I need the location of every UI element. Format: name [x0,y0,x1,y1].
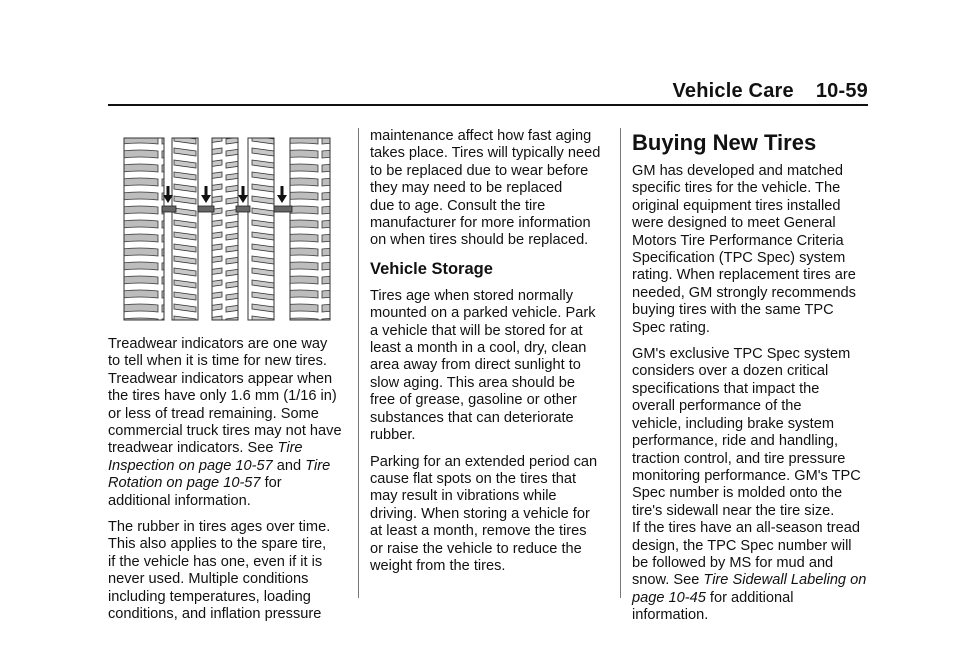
link-tire-rotation[interactable]: Tire [305,457,331,474]
tread-rib [212,138,238,320]
column-divider [620,128,621,598]
page-number: 10-59 [815,80,868,102]
tread-wear-illustration [120,134,344,324]
link-tire-sidewall-labeling[interactable]: page 10-45 [632,589,706,606]
paragraph: Treadwear indicators are one way to tell when it is time for new tires. Treadwear indicators appear when the tires have only 1.6 mm (1/16 in) or less of tread remaining. Some commercial truck tires may not have treadwear indicators. See Tire Inspection on page 10-57 and Tire Rotation on page 10-57 for additional information. [108,336,342,509]
section-title: Vehicle Care [672,80,794,102]
page-header [672,80,868,103]
paragraph: GM has developed and matched specific tires for the vehicle. The original equipment tires installed were designed to meet General Motors Tire Performance Criteria Specification (TPC Spec) system rating. When replacement tires are needed, GM strongly recommends buying tires with the same TPC Spec rating. [632,163,856,336]
paragraph: The rubber in tires ages over time. This also applies to the spare tire, if the vehicle has one, even if it is never used. Multiple conditions including temperatures, loading conditions, and inflation pressure [108,519,331,623]
tread-rib [248,138,274,320]
paragraph: Tires age when stored normally mounted on a parked vehicle. Park a vehicle that will be stored for at least a month in a cool, dry, clean area away from direct sunlight to slow aging. This area should be free of grease, gasoline or other substances that can deteriorate rubber. [370,287,596,444]
tread-rib [124,138,164,320]
column-divider [358,128,359,598]
paragraph: maintenance affect how fast aging takes place. Tires will typically need to be replaced due to wear before they may need to be replaced due to age. Consult the tire manufacturer for more information on when tires should be replaced. [370,128,601,249]
link-tire-sidewall-labeling[interactable]: Tire Sidewall Labeling on [703,572,867,589]
column-1 [108,128,348,633]
column-3 [632,128,870,634]
link-tire-rotation[interactable]: Rotation on page 10-57 [108,475,261,492]
link-tire-inspection[interactable]: Inspection on page 10-57 [108,457,273,474]
tread-rib [172,138,198,320]
column-2 [370,128,606,584]
link-tire-inspection[interactable]: Tire [277,440,303,457]
heading-vehicle-storage: Vehicle Storage [370,259,493,278]
tread-rib [290,138,330,320]
heading-buying-new-tires: Buying New Tires [632,130,817,155]
paragraph: GM's exclusive TPC Spec system considers over a dozen critical specifications that impact the overall performance of the vehicle, including brake system performance, ride and handling, traction control, and tire pressure monitoring performance. GM's TPC Spec number is molded onto the tire's sidewall near the tire size. If the tires have an all-season tread design, the TPC Spec number will be followed by MS for mud and snow. See Tire Sidewall Labeling on page 10-45 for additional information. [632,346,867,624]
paragraph: Parking for an extended period can cause flat spots on the tires that may result in vibrations while driving. When storing a vehicle for at least a month, remove the tires or raise the vehicle to reduce the weight from the tires. [370,453,598,574]
header-rule [108,104,868,106]
